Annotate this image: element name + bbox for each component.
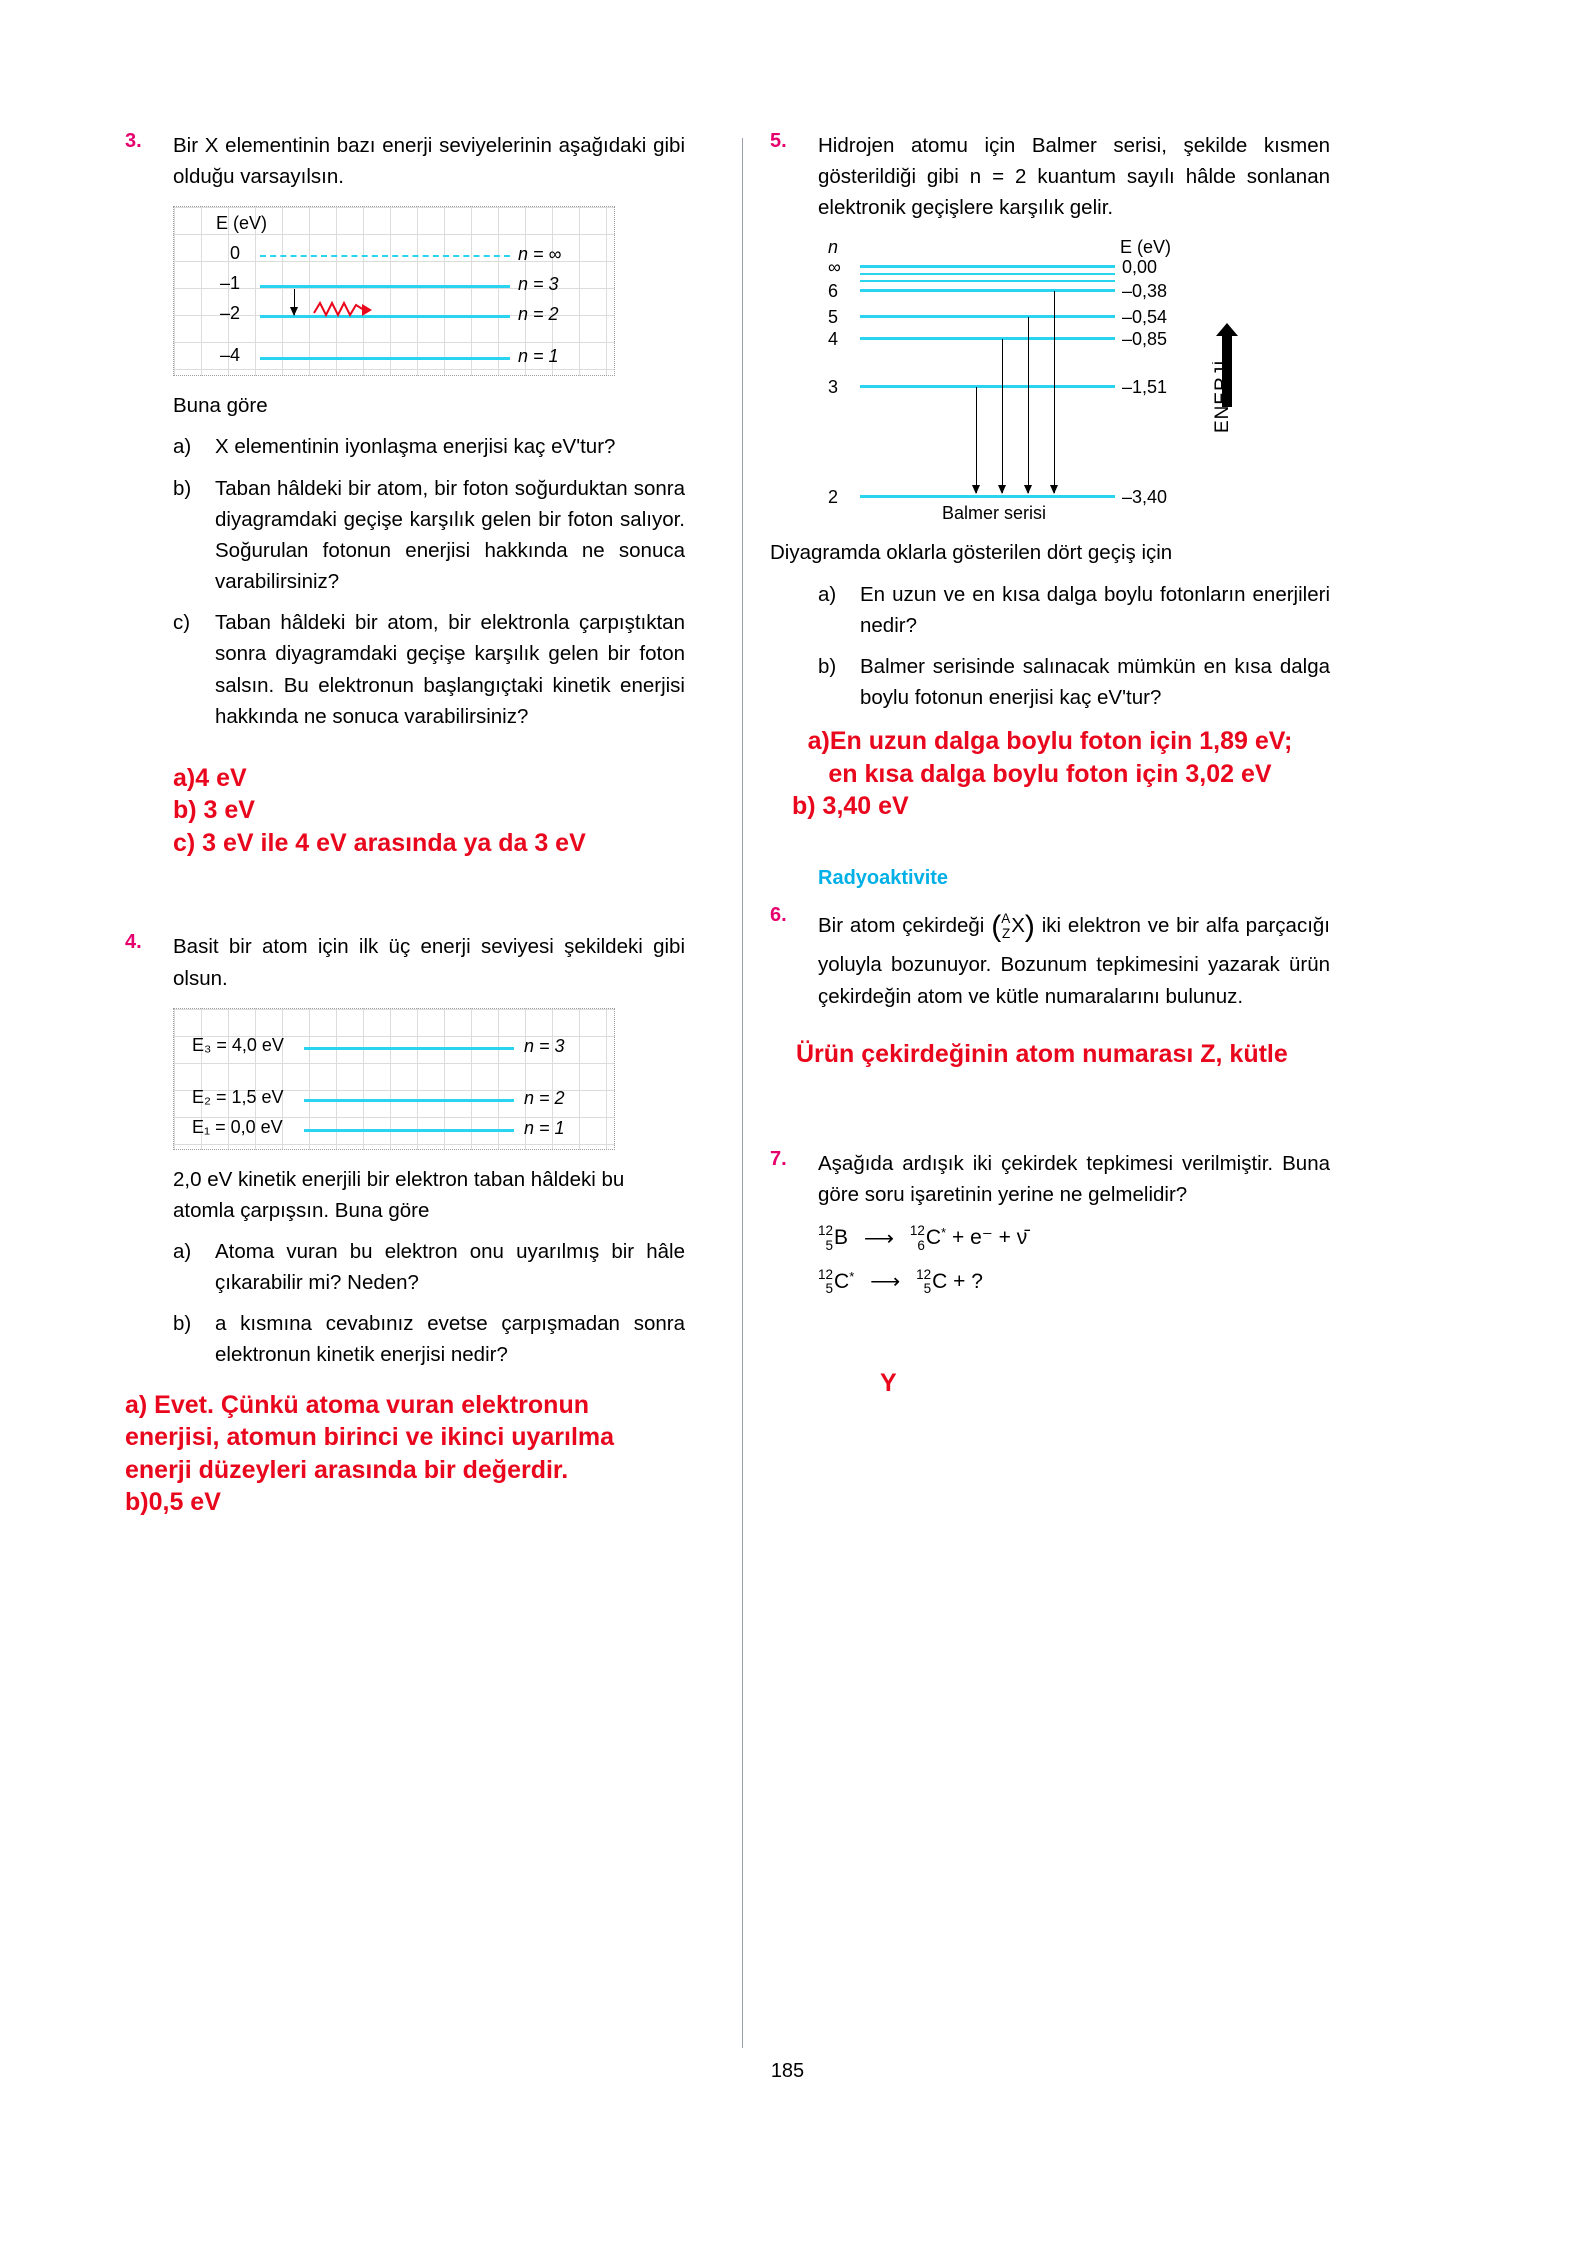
question-3-part-c	[173, 607, 685, 732]
question-5-lead: Diyagramda oklarla gösterilen dört geçiş için	[770, 541, 1173, 565]
question-3-part-c-text: Taban hâldeki bir atom, bir elektronla çarpıştıktan sonra diyagramdaki geçişe karşılık gelen bir foton salsın. Bu elektronun başlangıçtaki kinetik enerjisi hakkında ne sonuca varabilirsiniz?	[215, 611, 685, 728]
nuclide-atomic-number: Z	[1001, 925, 1011, 941]
figure-q5-level-5	[860, 315, 1115, 318]
figure-q4-label-n3: n = 3	[524, 1035, 565, 1056]
equation-1-right-indices	[910, 1224, 925, 1253]
figure-q5-n-header: n	[828, 237, 839, 258]
question-5-part-b	[818, 651, 1330, 713]
figure-q5-e-085: –0,85	[1122, 329, 1168, 350]
question-5-part-a-text: En uzun ve en kısa dalga boylu fotonların enerjileri nedir?	[860, 582, 1330, 637]
figure-q5-level-continuum-1	[860, 273, 1115, 275]
figure-q3-label-n3: n = 3	[518, 274, 559, 295]
figure-q4-level-1	[304, 1129, 514, 1132]
figure-q4-energy-2: E₂ = 1,5 eV	[192, 1086, 284, 1107]
figure-q3-energy-m2: –2	[220, 303, 241, 324]
eq2-right-symbol: C	[932, 1269, 948, 1293]
question-3-part-b-label: b)	[173, 476, 192, 500]
eq1-right-atomic: 6	[917, 1238, 925, 1254]
question-4-text: Basit bir atom için ilk üç enerji seviyesi şekildeki gibi olsun.	[173, 935, 685, 990]
question-4-part-b-label: b)	[173, 1312, 192, 1336]
right-paren: )	[1024, 909, 1035, 943]
question-4-part-b-text: a kısmına cevabınız evetse çarpışmadan sonra elektronun kinetik enerjisi nedir?	[215, 1312, 685, 1367]
question-4-answer-b: b)0,5 eV	[125, 1488, 221, 1517]
figure-q3-label-n2: n = 2	[518, 304, 559, 325]
equation-1-left-indices	[818, 1224, 833, 1253]
eq2-right-atomic: 5	[923, 1281, 932, 1297]
question-3-answer-b: b) 3 eV	[173, 796, 255, 825]
eq1-left-atomic: 5	[825, 1238, 834, 1254]
question-4-part-a-text: Atoma vuran bu elektron onu uyarılmış bir hâle çıkarabilir mi? Neden?	[215, 1240, 685, 1295]
question-3-part-a-text: X elementinin iyonlaşma enerjisi kaç eV'tur?	[215, 435, 616, 459]
question-5-part-a-label: a)	[818, 582, 837, 606]
question-5-part-b-text: Balmer serisinde salınacak mümkün en kısa dalga boylu fotonun enerjisi kaç eV'tur?	[860, 654, 1330, 710]
figure-q5-n-4: 4	[828, 329, 839, 350]
figure-q4-level-3	[304, 1047, 514, 1050]
eq2-left-atomic: 5	[825, 1281, 834, 1297]
eq1-left-mass: 12	[818, 1223, 834, 1239]
question-3-part-a-label: a)	[173, 435, 192, 459]
figure-q3-photon-wave	[312, 299, 384, 319]
eq2-excited-star: *	[849, 1268, 855, 1284]
figure-q5-e-000: 0,00	[1122, 257, 1158, 278]
question-3-answer-a: a)4 eV	[173, 763, 247, 792]
question-6-text-after: iki elektron ve bir alfa parçacığı yoluyla bozunuyor. Bozunum tepkimesini yazarak ürün çekirdeğin atom ve kütle numaralarını bulunuz.	[818, 913, 1331, 1008]
question-6-number: 6.	[770, 903, 787, 926]
figure-q4-label-n2: n = 2	[524, 1087, 565, 1108]
question-4-part-b	[173, 1308, 685, 1370]
figure-q5-level-3	[860, 385, 1115, 388]
question-4-answer	[125, 1389, 665, 1519]
question-3-part-c-label: c)	[173, 611, 191, 635]
figure-q3-level-infinity	[260, 255, 510, 257]
eq1-left-symbol: B	[834, 1226, 849, 1250]
figure-q3-axis-label: E (eV)	[216, 213, 268, 234]
figure-q3-transition-arrow	[294, 289, 295, 315]
question-3-lead: Buna göre	[173, 394, 268, 418]
figure-q3-level-3	[260, 285, 510, 288]
question-5-answer-b: b) 3,40 eV	[792, 792, 909, 821]
figure-q5-energy-axis-label: ENERJİ	[1212, 359, 1233, 434]
question-3-number: 3.	[125, 130, 142, 152]
question-4-part-a	[173, 1236, 685, 1298]
question-5-answer	[770, 725, 1330, 823]
question-5-text: Hidrojen atomu için Balmer serisi, şekilde kısmen gösterildiği gibi n = 2 kuantum sayılı hâlde sonlanan elektronik geçişlere karşılık gelir.	[818, 134, 1330, 220]
nuclide-mass-number: A	[1001, 910, 1011, 926]
eq1-tail: + e⁻ + ν̄	[951, 1226, 1028, 1250]
figure-energy-levels-q4	[173, 1008, 615, 1150]
figure-q4-energy-3: E₃ = 4,0 eV	[192, 1034, 284, 1055]
figure-q3-energy-m1: –1	[220, 273, 241, 294]
question-7-number: 7.	[770, 1148, 787, 1171]
column-divider	[742, 138, 743, 2048]
question-6	[770, 904, 1330, 1012]
nuclide-symbol: X	[1011, 913, 1025, 937]
question-6-text-before: Bir atom çekirdeği	[818, 913, 985, 937]
left-column	[125, 130, 685, 1519]
figure-q5-level-6	[860, 289, 1115, 292]
figure-q3-energy-0: 0	[230, 243, 241, 264]
question-4-answer-a: a) Evet. Çünkü atoma vuran elektronun enerjisi, atomun birinci ve ikinci uyarılma enerji düzeyleri arasında bir değerdir.	[125, 1390, 615, 1484]
figure-q5-e-340: –3,40	[1122, 487, 1168, 508]
figure-q3-level-1	[260, 357, 510, 360]
figure-energy-levels-q3	[173, 206, 615, 376]
eq2-left-symbol: C	[834, 1269, 850, 1293]
question-3-text: Bir X elementinin bazı enerji seviyelerinin aşağıdaki gibi olduğu varsayılsın.	[173, 134, 685, 189]
eq2-right-mass: 12	[916, 1266, 932, 1282]
figure-q5-e-038: –0,38	[1122, 281, 1168, 302]
figure-q5-transition-arrow-3	[1028, 317, 1029, 493]
question-4	[125, 931, 685, 993]
figure-q5-e-054: –0,54	[1122, 307, 1168, 328]
eq2-tail: + ?	[953, 1269, 983, 1293]
figure-q5-transition-arrow-2	[1002, 339, 1003, 493]
question-4-part-a-label: a)	[173, 1240, 192, 1263]
section-title-radyoaktivite: Radyoaktivite	[818, 866, 949, 889]
figure-q5-level-4	[860, 337, 1115, 340]
eq2-left-mass: 12	[818, 1266, 834, 1282]
question-5-part-a	[818, 579, 1330, 641]
figure-q4-level-2	[304, 1099, 514, 1102]
question-7-answer	[880, 1367, 1330, 1400]
figure-q5-level-2	[860, 495, 1115, 498]
question-5-answer-a-line1: a)En uzun dalga boylu foton için 1,89 eV;	[807, 727, 1293, 756]
question-6-answer	[796, 1038, 1330, 1071]
question-7-answer-text: Y	[880, 1368, 897, 1397]
figure-q5-n-6: 6	[828, 281, 839, 302]
figure-q5-n-2: 2	[828, 487, 839, 508]
question-3-part-b-text: Taban hâldeki bir atom, bir foton soğurduktan sonra diyagramdaki geçişe karşılık gelen bir foton salıyor. Soğurulan fotonun enerjisi hakkında ne sonuca varabilirsiniz?	[215, 476, 685, 594]
equation-2-left-indices	[818, 1268, 833, 1297]
figure-q5-e-header: E (eV)	[1120, 237, 1172, 258]
question-3-answer	[173, 762, 685, 860]
figure-q4-label-n1: n = 1	[524, 1117, 565, 1138]
figure-q5-n-3: 3	[828, 377, 839, 398]
question-5-number: 5.	[770, 130, 787, 152]
question-6-answer-line1: Ürün çekirdeğinin atom numarası Z, kütle	[796, 1039, 1288, 1068]
figure-q3-energy-m4: –4	[220, 345, 241, 366]
question-3	[125, 130, 685, 192]
figure-q5-level-infinity	[860, 265, 1115, 268]
question-6-text	[818, 904, 1330, 1012]
figure-q3-label-n1: n = 1	[518, 346, 559, 367]
left-paren: (	[991, 909, 1002, 943]
nuclide-x-indices	[1001, 912, 1010, 941]
question-5-part-b-label: b)	[818, 654, 837, 678]
right-column	[770, 130, 1330, 1399]
question-3-part-b	[173, 473, 685, 598]
question-3-answer-c: c) 3 eV ile 4 eV arasında ya da 3 eV	[173, 828, 586, 857]
figure-balmer-series	[770, 237, 1330, 537]
figure-q5-transition-arrow-1	[976, 387, 977, 493]
question-7	[770, 1148, 1330, 1210]
figure-q3-label-n-infinity: n = ∞	[518, 244, 562, 265]
figure-q5-level-continuum-2	[860, 280, 1115, 282]
eq2-arrow: ⟶	[870, 1269, 901, 1293]
figure-q5-transition-arrow-4	[1054, 291, 1055, 493]
figure-q5-caption: Balmer serisi	[942, 503, 1047, 524]
question-3-part-a	[173, 431, 685, 462]
figure-q4-energy-1: E₁ = 0,0 eV	[192, 1116, 283, 1137]
equation-2	[818, 1268, 1330, 1297]
equation-2-right-indices	[916, 1268, 931, 1297]
question-5-answer-a-line2: en kısa dalga boylu foton için 3,02 eV	[828, 759, 1272, 788]
page-number: 185	[770, 2060, 805, 2082]
figure-q5-e-151: –1,51	[1122, 377, 1168, 398]
question-7-text: Aşağıda ardışık iki çekirdek tepkimesi verilmiştir. Buna göre soru işaretinin yerine ne gelmelidir?	[818, 1152, 1330, 1207]
figure-q5-n-5: 5	[828, 307, 839, 328]
figure-q5-n-infinity: ∞	[828, 257, 841, 278]
equation-1	[818, 1224, 1330, 1253]
question-4-number: 4.	[125, 931, 142, 954]
question-4-lead: 2,0 eV kinetik enerjili bir elektron taban hâldeki bu atomla çarpışsın. Buna göre	[173, 1167, 625, 1222]
eq1-arrow: ⟶	[863, 1226, 894, 1250]
eq1-excited-star: *	[941, 1225, 947, 1241]
eq1-right-mass: 12	[909, 1223, 925, 1239]
eq1-right-symbol: C	[925, 1226, 942, 1250]
question-5	[770, 130, 1330, 223]
